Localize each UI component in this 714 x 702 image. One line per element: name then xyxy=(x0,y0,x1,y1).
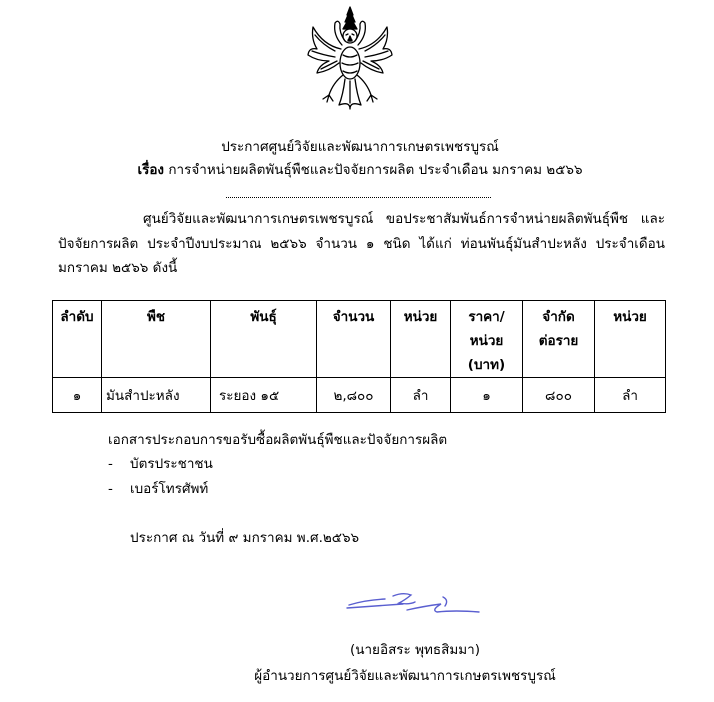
announcement-title: ประกาศศูนย์วิจัยและพัฒนาการเกษตรเพชรบูรณ์ xyxy=(221,139,499,155)
signatory-name: (นายอิสระ พุทธสิมมา) xyxy=(349,642,481,658)
cell-limit-unit: ลำ xyxy=(595,378,666,413)
header-price-per-unit: ราคา/ หน่วย (บาท) xyxy=(451,301,523,378)
cell-limit: ๘๐๐ xyxy=(523,378,595,413)
signatory-position: ผู้อำนวยการศูนย์วิจัยและพัฒนาการเกษตรเพชรบูรณ์ xyxy=(254,668,556,684)
header-unit: หน่วย xyxy=(391,301,451,378)
table-row xyxy=(53,378,666,413)
cell-variety: ระยอง ๑๕ xyxy=(211,378,317,413)
requirements-title: เอกสารประกอบการขอรับซื้อผลิตพันธุ์พืชและปัจจัยการผลิต xyxy=(108,432,448,448)
handwritten-signature xyxy=(345,588,485,620)
bullet-dash: - xyxy=(108,456,113,472)
requirement-item: บัตรประชาชน xyxy=(130,456,213,472)
header-variety: พันธุ์ xyxy=(211,301,317,378)
requirement-item: เบอร์โทรศัพท์ xyxy=(130,481,209,497)
header-limit-per-person: จำกัด ต่อราย xyxy=(523,301,595,378)
bullet-dash: - xyxy=(108,481,113,497)
cell-quantity: ๒,๘๐๐ xyxy=(317,378,391,413)
header-order: ลำดับ xyxy=(53,301,102,378)
sales-table xyxy=(52,300,666,413)
table-header-row xyxy=(53,301,666,378)
cell-plant: มันสำปะหลัง xyxy=(102,378,211,413)
garuda-emblem-icon xyxy=(305,5,395,113)
subject-label: เรื่อง xyxy=(137,162,165,178)
header-limit-unit: หน่วย xyxy=(595,301,666,378)
header-plant: พืช xyxy=(102,301,211,378)
cell-unit: ลำ xyxy=(391,378,451,413)
announcement-date: ประกาศ ณ วันที่ ๙ มกราคม พ.ศ.๒๕๖๖ xyxy=(130,530,360,546)
header-quantity: จำนวน xyxy=(317,301,391,378)
announcement-subject xyxy=(0,159,714,181)
cell-price: ๑ xyxy=(451,378,523,413)
subject-text: การจำหน่ายผลิตพันธุ์พืชและปัจจัยการผลิต ประจำเดือน มกราคม ๒๕๖๖ xyxy=(168,162,583,178)
body-paragraph: ศูนย์วิจัยและพัฒนาการเกษตรเพชรบูรณ์ ขอประชาสัมพันธ์การจำหน่ายผลิตพันธุ์พืช และปัจจัยการผลิต ประจำปีงบประมาณ ๒๕๖๖ จำนวน ๑ ชนิด ได้แก่ ท่อนพันธุ์มันสำปะหลัง ประจำเดือน มกราคม ๒๕๖๖ ดังนี้ xyxy=(58,211,665,276)
dotted-divider xyxy=(226,197,491,198)
cell-order: ๑ xyxy=(53,378,102,413)
